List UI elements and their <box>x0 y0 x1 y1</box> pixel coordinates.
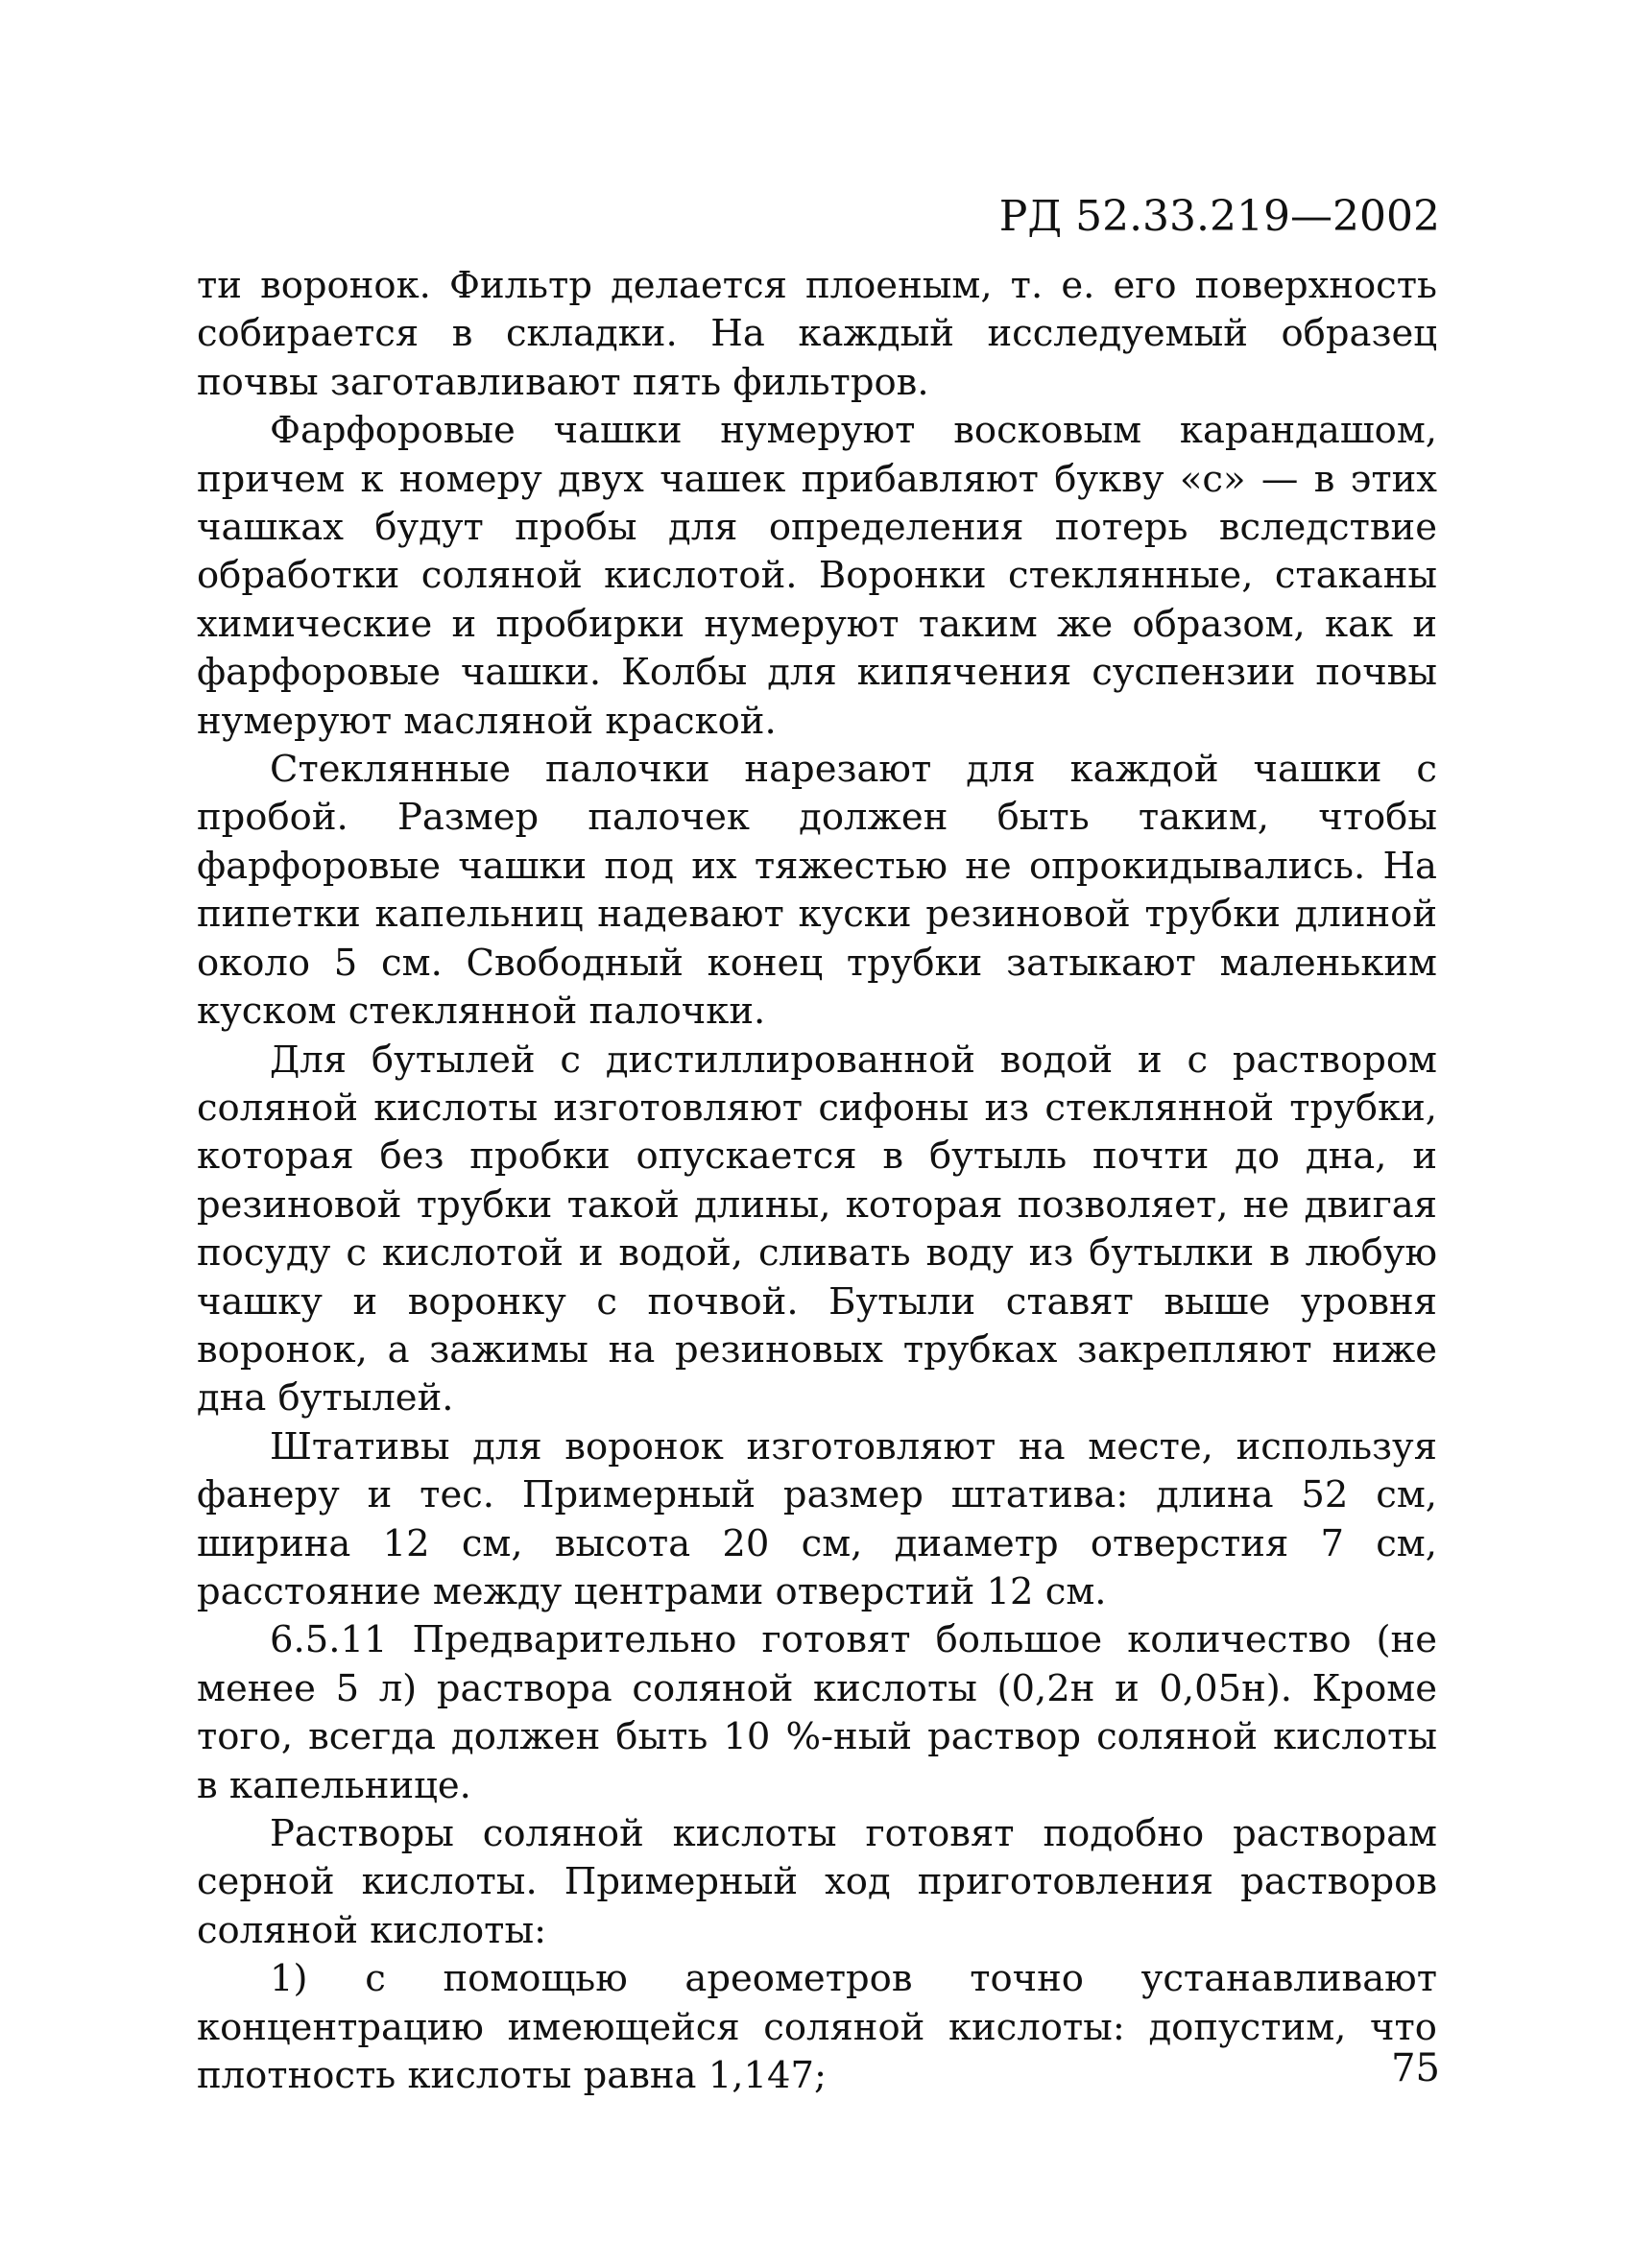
body-text <box>197 262 1437 2100</box>
document-id-header: РД 52.33.219—2002 <box>998 192 1440 241</box>
paragraph-siphons: Для бутылей с дистиллированной водой и с раствором соляной кислоты изготовляют сифоны из стеклянной трубки, которая без пробки опускается в бутыль почти до дна, и резиновой трубки такой длины, которая позволяет, не двигая посуду с кислотой и водой, сливать воду из бутылки в любую чашку и воронку с почвой. Бутыли ставят выше уровня воронок, а зажимы на резиновых трубках закрепляют ниже дна бутылей. <box>197 1038 1437 1420</box>
paragraph-continuation: ти воронок. Фильтр делается плоеным, т. е. его поверхность собирается в складки. На каждый исследуемый образец почвы заготавливают пять фильтров. <box>197 264 1437 404</box>
paragraph-tripods: Штативы для воронок изготовляют на месте, используя фанеру и тес. Примерный размер штатива: длина 52 см, ширина 12 см, высота 20 см, диаметр отверстия 7 см, расстояние между центрами отверстий 12 см. <box>197 1424 1437 1613</box>
paragraph-numbering-dishes: Фарфоровые чашки нумеруют восковым карандашом, причем к номеру двух чашек прибавляют букву «с» — в этих чашках будут пробы для определения потерь вследствие обработки соляной кислотой. Воронки стеклянные, стаканы химические и пробирки нумеруют таким же образом, как и фарфоровые чашки. Колбы для кипячения суспензии почвы нумеруют масляной краской. <box>197 409 1437 743</box>
paragraph-section-6-5-11: 6.5.11 Предварительно готовят большое количество (не менее 5 л) раствора соляной кислоты (0,2н и 0,05н). Кроме того, всегда должен быть 10 %-ный раствор соляной кислоты в капельнице. <box>197 1618 1437 1807</box>
page-number: 75 <box>1391 2046 1440 2090</box>
paragraph-list-item-1: 1) с помощью ареометров точно устанавливают концентрацию имеющейся соляной кислоты: допустим, что плотность кислоты равна 1,147; <box>197 1957 1437 2098</box>
paragraph-glass-rods: Стеклянные палочки нарезают для каждой чашки с пробой. Размер палочек должен быть таким, чтобы фарфоровые чашки под их тяжестью не опрокидывались. На пипетки капельниц надевают куски резиновой трубки длиной около 5 см. Свободный конец трубки затыкают маленьким куском стеклянной палочки. <box>197 748 1437 1034</box>
paragraph-acid-solutions: Растворы соляной кислоты готовят подобно растворам серной кислоты. Примерный ход приготовления растворов соляной кислоты: <box>197 1812 1437 1952</box>
